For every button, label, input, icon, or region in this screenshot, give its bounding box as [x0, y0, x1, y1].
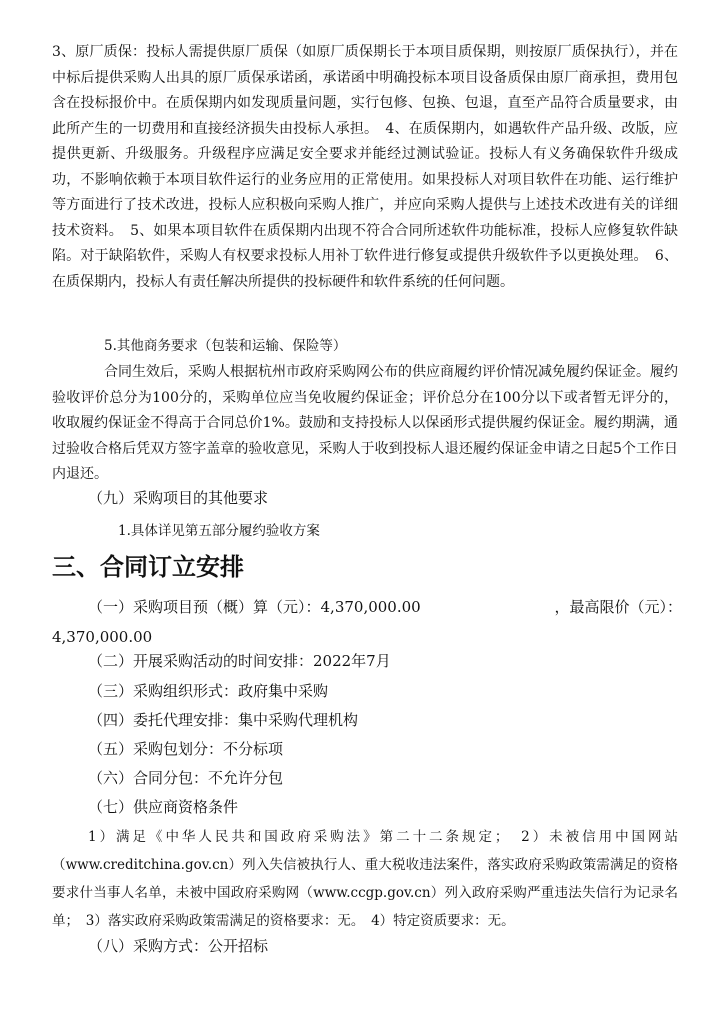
performance-bond-paragraph: 合同生效后，采购人根据杭州市政府采购网公布的供应商履约评价情况减免履约保证金。履约验收评价总分为100分的，采购单位应当免收履约保证金；评价总分在100分以下或者暂无评分的，收取履约保证金不得高于合同总价1%。鼓励和支持投标人以保函形式提供履约保证金。履约期满，通过验收合格后凭双方签字盖章的验收意见，采购人于收到投标人退还履约保证金申请之日起5个工作日内退还。: [52, 364, 678, 482]
agency-item: （四）委托代理安排：集中采购代理机构: [88, 711, 359, 729]
subcontract-item: （六）合同分包：不允许分包: [88, 769, 284, 787]
budget-item: [52, 592, 682, 652]
qualification-paragraph: 1）满足《中华人民共和国政府采购法》第二十二条规定； 2）未被信用中国网站（www.creditchina.gov.cn）列入失信被执行人、重大税收违法案件，落实政府采购政策需满足的资格要求什当事人名单，未被中国政府采购网（www.ccgp.gov.cn）列入政府采购严重违法失信行为记录名单； 3）落实政府采购政策需满足的资格要求：无。 4）特定资质要求：无。: [52, 829, 678, 929]
procurement-method-item: （八）采购方式：公开招标: [88, 937, 269, 955]
schedule-item: （二）开展采购活动的时间安排：2022年7月: [88, 652, 391, 670]
warranty-paragraph: 3、原厂质保：投标人需提供原厂质保（如原厂质保期长于本项目质保期，则按原厂质保执行），并在中标后提供采购人出具的原厂质保承诺函，承诺函中明确投标本项目设备质保由原厂商承担，费用包含在投标报价中。在质保期内如发现质量问题，实行包修、包换、包退，直至产品符合质量要求，由此所产生的一切费用和直接经济损失由投标人承担。 4、在质保期内，如遇软件产品升级、改版，应提供更新、升级服务。升级程序应满足安全要求并能经过测试验证。投标人有义务确保软件升级成功，不影响依赖于本项目软件运行的业务应用的正常使用。如果投标人对项目软件在功能、运行维护等方面进行了技术改进，投标人应积极向采购人推广，并应向采购人提供与上述技术改进有关的详细技术资料。 5、如果本项目软件在质保期内出现不符合合同所述软件功能标准，投标人应修复软件缺陷。对于缺陷软件，采购人有权要求投标人用补丁软件进行修复或提供升级软件予以更换处理。 6、在质保期内，投标人有责任解决所提供的投标硬件和软件系统的任何问题。: [52, 44, 678, 290]
max-price-value: 4,370,000.00: [52, 628, 153, 646]
section-5-heading: 5.其他商务要求（包装和运输、保险等）: [104, 338, 347, 354]
lot-division-item: （五）采购包划分：不分标项: [88, 740, 284, 758]
max-price-label: ，最高限价（元）：: [554, 598, 682, 616]
qualification-heading: （七）供应商资格条件: [88, 798, 239, 816]
subsection-9-heading: （九）采购项目的其他要求: [88, 489, 269, 507]
section-3-title: 三、合同订立安排: [52, 553, 244, 581]
subsection-9-note: 1.具体详见第五部分履约验收方案: [118, 523, 320, 539]
budget-label: （一）采购项目预（概）算（元）：4,370,000.00: [88, 598, 421, 616]
organization-form-item: （三）采购组织形式：政府集中采购: [88, 682, 329, 700]
